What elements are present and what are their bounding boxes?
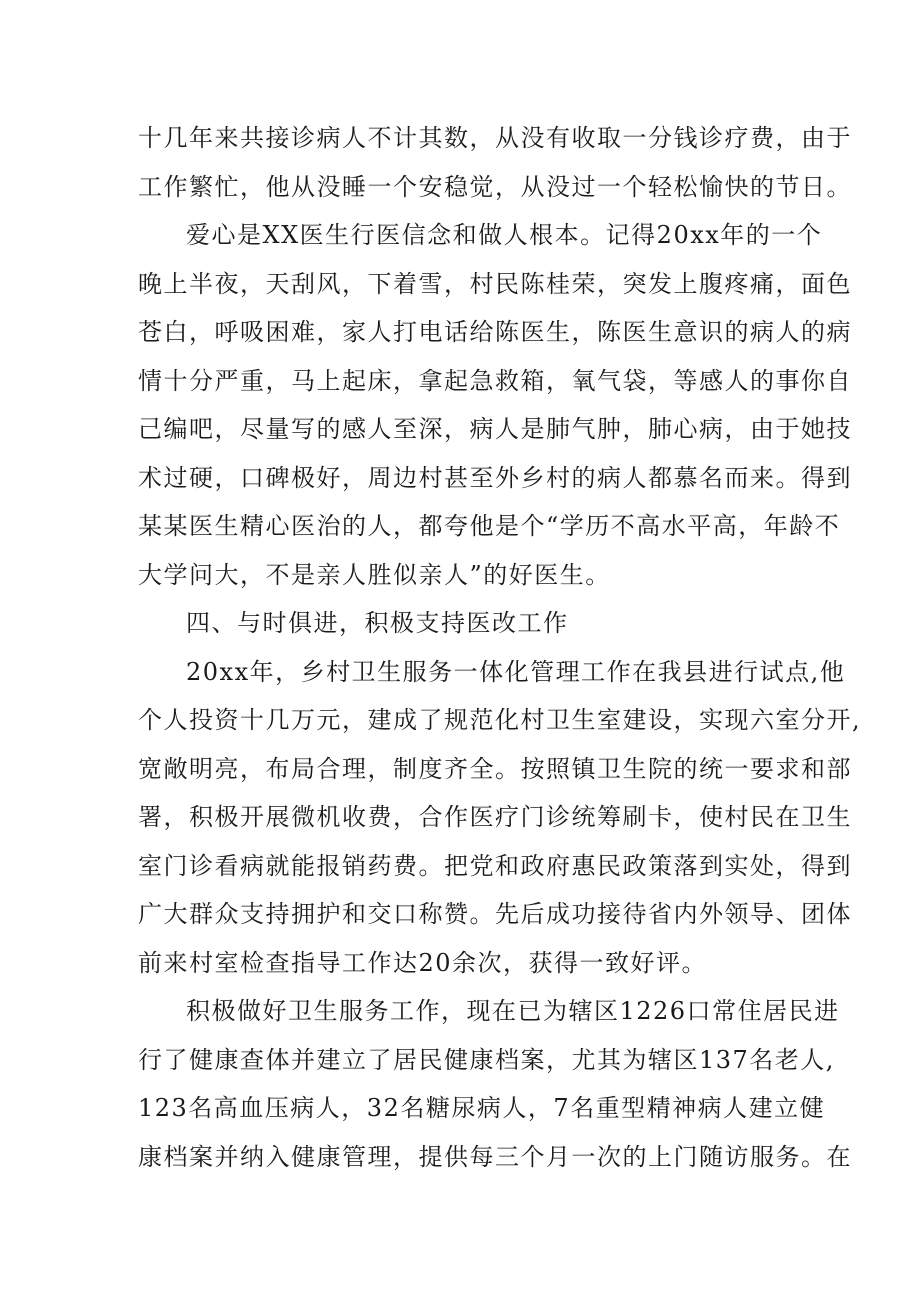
text-line: 广大群众支持拥护和交口称赞。先后成功接待省内外领导、团体: [138, 900, 852, 928]
text-line: 积极做好卫生服务工作，现在已为辖区1226口常住居民进: [186, 997, 840, 1025]
text-line: 前来村室检查指导工作达20余次，获得一致好评。: [138, 948, 708, 977]
text-line: 个人投资十几万元，建成了规范化村卫生室建设，实现六室分开,: [138, 706, 862, 734]
text-line: 术过硬，口碑极好，周边村甚至外乡村的病人都慕名而来。得到: [138, 463, 852, 492]
text-line: 工作繁忙，他从没睡一个安稳觉，从没过一个轻松愉快的节日。: [138, 172, 852, 201]
text-line: 某某医生精心医治的人，都夸他是个“学历不高水平高，年龄不: [138, 512, 841, 540]
text-line: 己编吧，尽量写的感人至深，病人是肺气肿，肺心病，由于她技: [138, 415, 852, 443]
text-line: 室门诊看病就能报销药费。把党和政府惠民政策落到实处，得到: [138, 851, 852, 880]
text-line: 康档案并纳入健康管理，提供每三个月一次的上门随访服务。在: [138, 1142, 852, 1171]
text-line: 十几年来共接诊病人不计其数，从没有收取一分钱诊疗费，由于: [138, 124, 852, 152]
text-line: 情十分严重，马上起床，拿起急救箱，氧气袋，等感人的事你自: [138, 366, 852, 395]
body-text: [138, 114, 862, 1181]
text-line: 爱心是XX医生行医信念和做人根本。记得20xx年的一个: [186, 221, 823, 249]
text-line: 四、与时俱进，积极支持医改工作: [186, 609, 569, 637]
text-line: 123名高血压病人，32名糖尿病人，7名重型精神病人建立健: [138, 1094, 826, 1122]
text-line: 苍白，呼吸困难，家人打电话给陈医生，陈医生意识的病人的病: [138, 318, 852, 346]
text-line: 晚上半夜，天刮风，下着雪，村民陈桂荣，突发上腹疼痛，面色: [138, 269, 852, 298]
text-line: 署，积极开展微机收费，合作医疗门诊统筹刷卡，使村民在卫生: [138, 803, 852, 831]
text-line: 行了健康查体并建立了居民健康档案，尤其为辖区137名老人,: [138, 1045, 835, 1074]
text-line: 大学问大，不是亲人胜似亲人”的好医生。: [138, 560, 611, 589]
text-line: 20xx年，乡村卫生服务一体化管理工作在我县进行试点,他: [186, 657, 846, 686]
text-line: 宽敞明亮，布局合理，制度齐全。按照镇卫生院的统一要求和部: [138, 754, 852, 783]
